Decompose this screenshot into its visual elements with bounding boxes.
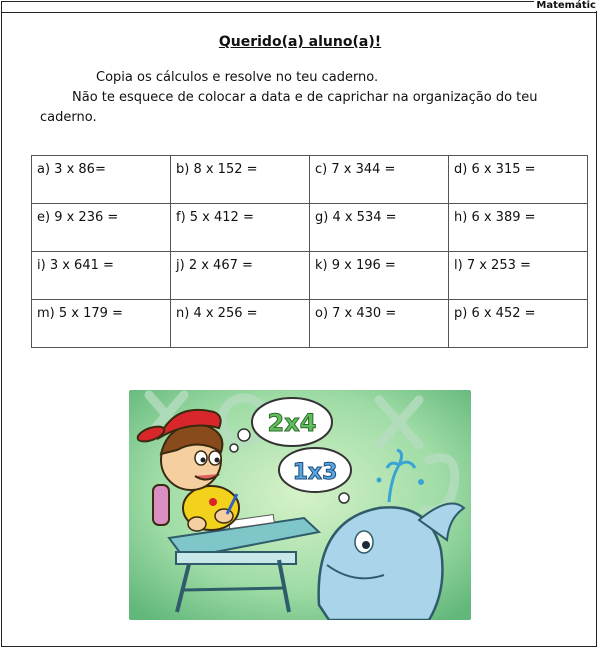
- exercise-cell: h) 6 x 389 =: [449, 204, 588, 252]
- exercise-cell: i) 3 x 641 =: [32, 252, 171, 300]
- table-row: [32, 204, 588, 252]
- exercise-cell: l) 7 x 253 =: [449, 252, 588, 300]
- student-whale-illustration: [129, 390, 471, 620]
- instruction-line-2: Não te esquece de colocar a data e de caprichar na organização do teu caderno.: [40, 90, 538, 125]
- table-row: [32, 252, 588, 300]
- subject-label: Matemátic: [536, 0, 596, 11]
- exercise-cell: e) 9 x 236 =: [32, 204, 171, 252]
- exercise-cell: n) 4 x 256 =: [171, 300, 310, 348]
- exercise-cell: d) 6 x 315 =: [449, 156, 588, 204]
- exercise-cell: g) 4 x 534 =: [310, 204, 449, 252]
- exercise-cell: m) 5 x 179 =: [32, 300, 171, 348]
- table-row: [32, 156, 588, 204]
- page-title: Querido(a) aluno(a)!: [218, 34, 382, 50]
- exercises-table: [31, 155, 588, 348]
- bubble-top-text: 2x4: [267, 409, 317, 437]
- table-row: [32, 300, 588, 348]
- exercise-cell: b) 8 x 152 =: [171, 156, 310, 204]
- exercise-cell: p) 6 x 452 =: [449, 300, 588, 348]
- exercise-cell: a) 3 x 86=: [32, 156, 171, 204]
- exercise-cell: o) 7 x 430 =: [310, 300, 449, 348]
- header-divider: [1, 12, 597, 13]
- exercise-cell: j) 2 x 467 =: [171, 252, 310, 300]
- exercise-cell: c) 7 x 344 =: [310, 156, 449, 204]
- instructions: [40, 68, 570, 128]
- instruction-line-1: Copia os cálculos e resolve no teu caderno.: [96, 70, 379, 85]
- exercise-cell: f) 5 x 412 =: [171, 204, 310, 252]
- exercise-cell: k) 9 x 196 =: [310, 252, 449, 300]
- bubble-whale-text: 1x3: [292, 460, 338, 485]
